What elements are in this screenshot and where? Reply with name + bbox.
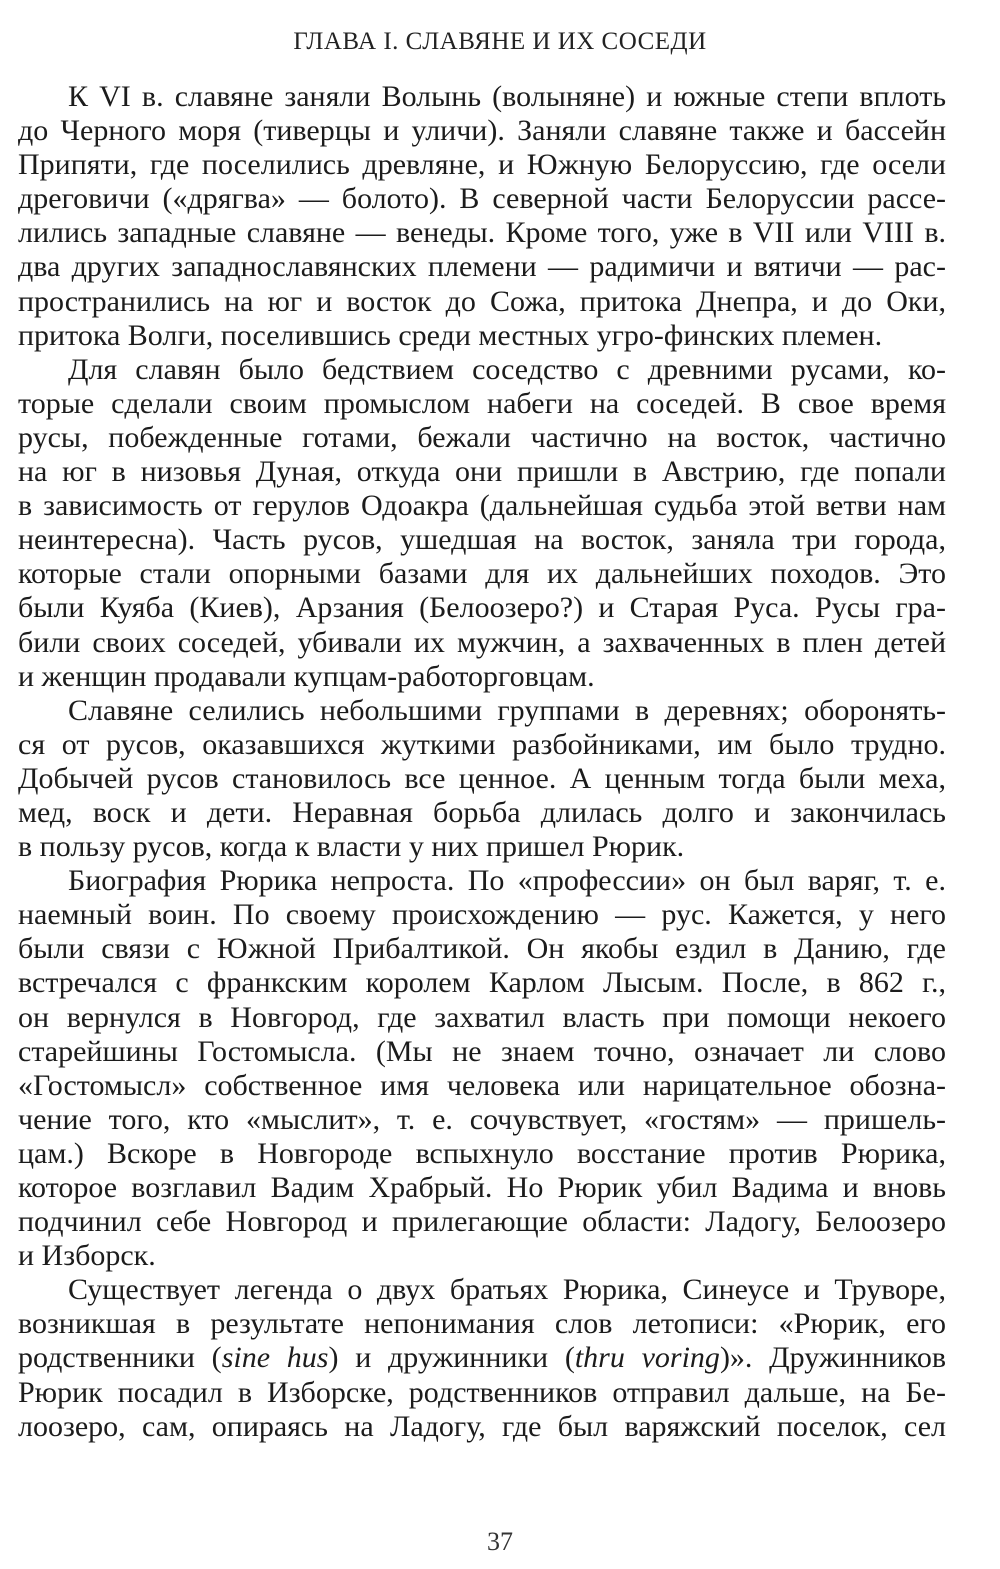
text-line: мед, воск и дети. Неравная борьба длилась долго и закончилась [18, 795, 946, 829]
text-line: Для славян было бедствием соседство с древними русами, ко- [68, 352, 946, 386]
paragraph-3 [18, 694, 946, 864]
body-text [18, 80, 946, 1444]
text-line: Добычей русов становилось все ценное. А ценным тогда были меха, [18, 761, 946, 795]
text-line: Славяне селились небольшими группами в деревнях; оборонять- [68, 693, 946, 727]
text-line: в пользу русов, когда к власти у них пришел Рюрик. [18, 830, 685, 864]
text-line: старейшины Гостомысла. (Мы не знаем точно, означает ли слово [18, 1034, 946, 1068]
text-run: )». Дружинников [719, 1341, 947, 1375]
text-line: которое возглавил Вадим Храбрый. Но Рюрик убил Вадима и вновь [18, 1171, 946, 1204]
text-run: родственники ( [18, 1341, 222, 1375]
text-line: лились западные славяне — венеды. Кроме того, уже в VII или VIII в. [18, 216, 946, 250]
text-line: наемный воин. По своему происхождению — рус. Кажется, у него [18, 898, 946, 932]
text-line: Биография Рюрика непроста. По «профессии» он был варяг, т. е. [68, 864, 946, 898]
text-line: неинтересна). Часть русов, ушедшая на восток, заняла три города, [18, 523, 946, 557]
text-line: в зависимость от герулов Одоакра (дальнейшая судьба этой ветви нам [18, 489, 946, 523]
italic-term: thru voring [574, 1341, 720, 1375]
paragraph-1 [18, 80, 946, 353]
page-number: 37 [487, 1527, 513, 1556]
text-line: Существует легенда о двух братьях Рюрика, Синеусе и Труворе, [68, 1273, 946, 1307]
text-line: были связи с Южной Прибалтикой. Он якобы ездил в Данию, где [18, 932, 946, 966]
text-line: К VI в. славяне заняли Волынь (волыняне) и южные степи вплоть [68, 80, 946, 113]
text-run: ) и дружинники ( [328, 1341, 575, 1375]
text-line: ся от русов, оказавшихся жуткими разбойниками, им было трудно. [18, 727, 946, 761]
text-line: притока Волги, поселившись среди местных угро-финских племен. [18, 318, 883, 352]
text-line: до Черного моря (тиверцы и уличи). Заняли славяне также и бассейн [18, 114, 946, 148]
text-line: русы, побежденные готами, бежали частично на восток, частично [18, 420, 946, 454]
text-line: лоозеро, сам, опираясь на Ладогу, где был варяжский поселок, сел [18, 1409, 946, 1443]
text-line: два других западнославянских племени — радимичи и вятичи — рас- [18, 250, 946, 284]
text-line: Припяти, где поселились древляне, и Южную Белоруссию, где осели [18, 148, 946, 182]
paragraph-2 [18, 353, 946, 694]
text-line: возникшая в результате непонимания слов летописи: «Рюрик, его [18, 1307, 946, 1341]
running-head: ГЛАВА I. СЛАВЯНЕ И ИХ СОСЕДИ [293, 28, 707, 55]
text-line: пространились на юг и восток до Сожа, притока Днепра, и до Оки, [18, 284, 946, 318]
text-line: Рюрик посадил в Изборске, родственников отправил дальше, на Бе- [18, 1375, 946, 1409]
italic-term: sine hus [221, 1341, 329, 1375]
text-line: он вернулся в Новгород, где захватил власть при помощи некоего [18, 1000, 946, 1034]
text-line: на юг в низовья Дуная, откуда они пришли в Австрию, где попали [18, 455, 946, 489]
paragraph-5 [18, 1273, 946, 1443]
text-line: которые стали опорными базами для их дальнейших походов. Это [18, 557, 946, 591]
text-line: торые сделали своим промыслом набеги на соседей. В свое время [18, 386, 946, 420]
text-line: и женщин продавали купцам-работорговцам. [18, 659, 595, 693]
text-line: дреговичи («дрягва» — болото). В северной части Белоруссии рассе- [18, 182, 946, 216]
text-line: «Гостомысл» собственное имя человека или нарицательное обозна- [18, 1068, 946, 1102]
text-line: встречался с франкским королем Карлом Лысым. После, в 862 г., [18, 966, 946, 1000]
text-line: били своих соседей, убивали их мужчин, а захваченных в плен детей [18, 625, 946, 659]
text-line: подчинил себе Новгород и прилегающие области: Ладогу, Белоозеро [18, 1205, 946, 1239]
text-line-with-italics [18, 1341, 946, 1375]
paragraph-4 [18, 864, 946, 1273]
text-line: и Изборск. [18, 1239, 156, 1273]
text-line: чение того, кто «мыслит», т. е. сочувствует, «гостям» — пришель- [18, 1102, 946, 1136]
text-line: цам.) Вскоре в Новгороде вспыхнуло восстание против Рюрика, [18, 1136, 946, 1170]
text-line: были Куяба (Киев), Арзания (Белоозеро?) и Старая Руса. Русы гра- [18, 591, 946, 625]
